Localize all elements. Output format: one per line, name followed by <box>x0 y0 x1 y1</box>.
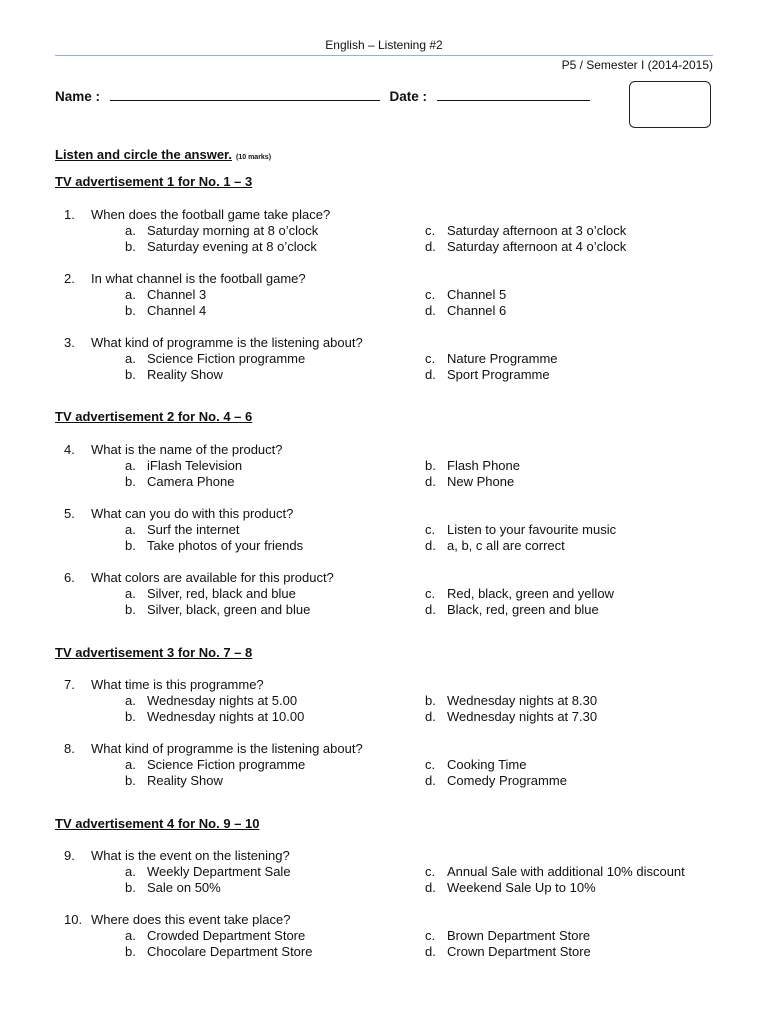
option-letter: c. <box>425 287 436 302</box>
option-text: New Phone <box>447 474 515 489</box>
option-letter: c. <box>425 864 436 879</box>
question-text: What can you do with this product? <box>91 506 294 521</box>
option[interactable] <box>425 351 558 366</box>
option-text: Saturday afternoon at 3 o’clock <box>447 223 627 238</box>
option[interactable] <box>125 602 310 617</box>
option-text: Black, red, green and blue <box>447 602 599 617</box>
question-text: What kind of programme is the listening about? <box>91 335 363 350</box>
option[interactable] <box>425 944 591 959</box>
option-letter: b. <box>125 880 136 895</box>
section-title: TV advertisement 1 for No. 1 – 3 <box>55 174 253 189</box>
option[interactable] <box>125 928 305 943</box>
option-letter: d. <box>425 944 436 959</box>
option-text: Science Fiction programme <box>147 757 306 772</box>
option[interactable] <box>125 522 240 537</box>
option-text: Saturday afternoon at 4 o’clock <box>447 239 627 254</box>
option-letter: a. <box>125 928 136 943</box>
question-number: 1. <box>64 207 75 222</box>
option[interactable] <box>125 351 305 366</box>
option-letter: a. <box>125 757 136 772</box>
option[interactable] <box>425 693 597 708</box>
question-text: What time is this programme? <box>91 677 264 692</box>
question-number: 5. <box>64 506 75 521</box>
option-text: Annual Sale with additional 10% discount <box>447 864 685 879</box>
instructions-marks: (10 marks) <box>236 154 272 161</box>
option[interactable] <box>125 223 318 238</box>
instructions <box>55 147 271 162</box>
option[interactable] <box>425 458 520 473</box>
option-letter: a. <box>125 522 136 537</box>
option-text: Reality Show <box>147 773 223 788</box>
option-letter: b. <box>125 773 136 788</box>
option-letter: b. <box>425 693 436 708</box>
option-letter: d. <box>425 303 436 318</box>
question-number: 4. <box>64 442 75 457</box>
option[interactable] <box>425 239 626 254</box>
instructions-text: Listen and circle the answer. <box>55 147 233 162</box>
option-letter: a. <box>125 351 136 366</box>
option-text: Wednesday nights at 5.00 <box>147 693 298 708</box>
option[interactable] <box>125 944 312 959</box>
option-text: Wednesday nights at 8.30 <box>447 693 598 708</box>
question-text: Where does this event take place? <box>91 912 291 927</box>
name-date-row <box>55 88 590 104</box>
question-text: In what channel is the football game? <box>91 271 306 286</box>
option-letter: d. <box>425 773 436 788</box>
option-letter: d. <box>425 709 436 724</box>
option-letter: d. <box>425 602 436 617</box>
option[interactable] <box>125 367 223 382</box>
question-text: When does the football game take place? <box>91 207 331 222</box>
option[interactable] <box>425 773 567 788</box>
option[interactable] <box>125 709 304 724</box>
option-letter: d. <box>425 880 436 895</box>
question-number: 3. <box>64 335 75 350</box>
option-text: Surf the internet <box>147 522 240 537</box>
option-letter: b. <box>125 944 136 959</box>
option-text: Sale on 50% <box>147 880 221 895</box>
document-title: English – Listening #2 <box>325 38 443 52</box>
option[interactable] <box>125 239 317 254</box>
option-letter: c. <box>425 928 436 943</box>
option[interactable] <box>425 303 506 318</box>
option-letter: b. <box>125 538 136 553</box>
option-letter: a. <box>125 693 136 708</box>
option-text: Reality Show <box>147 367 223 382</box>
option-letter: c. <box>425 586 436 601</box>
option-text: Red, black, green and yellow <box>447 586 614 601</box>
option[interactable] <box>125 538 303 553</box>
option-text: Wednesday nights at 7.30 <box>447 709 598 724</box>
option-letter: c. <box>425 522 436 537</box>
option-text: Wednesday nights at 10.00 <box>147 709 305 724</box>
question-number: 7. <box>64 677 75 692</box>
option-text: Camera Phone <box>147 474 235 489</box>
option-letter: d. <box>425 367 436 382</box>
option[interactable] <box>125 773 223 788</box>
option-text: Saturday morning at 8 o’clock <box>147 223 319 238</box>
option-letter: c. <box>425 223 436 238</box>
option-text: Channel 5 <box>447 287 507 302</box>
option-letter: b. <box>125 239 136 254</box>
option-text: Channel 3 <box>147 287 207 302</box>
option[interactable] <box>125 287 206 302</box>
option[interactable] <box>425 287 506 302</box>
question-number: 9. <box>64 848 75 863</box>
option-text: Take photos of your friends <box>147 538 304 553</box>
name-label: Name : <box>55 89 101 104</box>
option[interactable] <box>125 880 221 895</box>
option[interactable] <box>425 538 565 553</box>
option-letter: a. <box>125 864 136 879</box>
option[interactable] <box>425 880 596 895</box>
option-text: iFlash Television <box>147 458 243 473</box>
header-divider <box>55 55 713 56</box>
option-letter: d. <box>425 538 436 553</box>
question-number: 10. <box>64 912 83 927</box>
option-letter: b. <box>125 303 136 318</box>
option[interactable] <box>125 864 291 879</box>
score-box <box>629 81 711 128</box>
option-letter: b. <box>425 458 436 473</box>
option-letter: b. <box>125 367 136 382</box>
option-text: Weekend Sale Up to 10% <box>447 880 596 895</box>
option[interactable] <box>125 458 242 473</box>
option-letter: a. <box>125 458 136 473</box>
date-blank[interactable] <box>437 88 590 101</box>
option-letter: c. <box>425 757 436 772</box>
option-letter: d. <box>425 239 436 254</box>
option-text: Crowded Department Store <box>147 928 306 943</box>
option[interactable] <box>425 709 597 724</box>
option-text: Weekly Department Sale <box>147 864 291 879</box>
option-letter: a. <box>125 287 136 302</box>
class-info: P5 / Semester I (2014-2015) <box>561 58 713 72</box>
option[interactable] <box>425 928 590 943</box>
option[interactable] <box>125 693 297 708</box>
question-text: What is the event on the listening? <box>91 848 290 863</box>
option-text: Crown Department Store <box>447 944 591 959</box>
question-text: What is the name of the product? <box>91 442 283 457</box>
option-letter: b. <box>125 709 136 724</box>
option-text: Science Fiction programme <box>147 351 306 366</box>
option-letter: b. <box>125 474 136 489</box>
option[interactable] <box>425 602 599 617</box>
option-text: Cooking Time <box>447 757 527 772</box>
option[interactable] <box>125 757 305 772</box>
option-text: Channel 4 <box>147 303 207 318</box>
option[interactable] <box>125 303 206 318</box>
option-letter: b. <box>125 602 136 617</box>
option-letter: c. <box>425 351 436 366</box>
option-text: Sport Programme <box>447 367 550 382</box>
question-number: 8. <box>64 741 75 756</box>
option[interactable] <box>425 586 614 601</box>
option[interactable] <box>425 757 526 772</box>
option-text: Brown Department Store <box>447 928 591 943</box>
question-number: 2. <box>64 271 75 286</box>
question-text: What colors are available for this product? <box>91 570 334 585</box>
question-number: 6. <box>64 570 75 585</box>
option-letter: a. <box>125 586 136 601</box>
option-text: Listen to your favourite music <box>447 522 617 537</box>
option[interactable] <box>425 367 550 382</box>
option-letter: a. <box>125 223 136 238</box>
option[interactable] <box>125 474 234 489</box>
option[interactable] <box>425 223 626 238</box>
option-text: a, b, c all are correct <box>447 538 565 553</box>
option-text: Nature Programme <box>447 351 558 366</box>
section-title: TV advertisement 3 for No. 7 – 8 <box>55 645 253 660</box>
date-label: Date : <box>389 89 428 104</box>
option-text: Silver, black, green and blue <box>147 602 311 617</box>
option-text: Flash Phone <box>447 458 520 473</box>
name-blank[interactable] <box>110 88 380 101</box>
option[interactable] <box>125 586 296 601</box>
option-letter: d. <box>425 474 436 489</box>
section-title: TV advertisement 2 for No. 4 – 6 <box>55 409 253 424</box>
question-text: What kind of programme is the listening about? <box>91 741 363 756</box>
option-text: Silver, red, black and blue <box>147 586 296 601</box>
section-title: TV advertisement 4 for No. 9 – 10 <box>55 816 260 831</box>
option[interactable] <box>425 864 685 879</box>
option[interactable] <box>425 522 616 537</box>
option-text: Chocolare Department Store <box>147 944 313 959</box>
option[interactable] <box>425 474 514 489</box>
option-text: Channel 6 <box>447 303 507 318</box>
option-text: Comedy Programme <box>447 773 567 788</box>
option-text: Saturday evening at 8 o’clock <box>147 239 317 254</box>
